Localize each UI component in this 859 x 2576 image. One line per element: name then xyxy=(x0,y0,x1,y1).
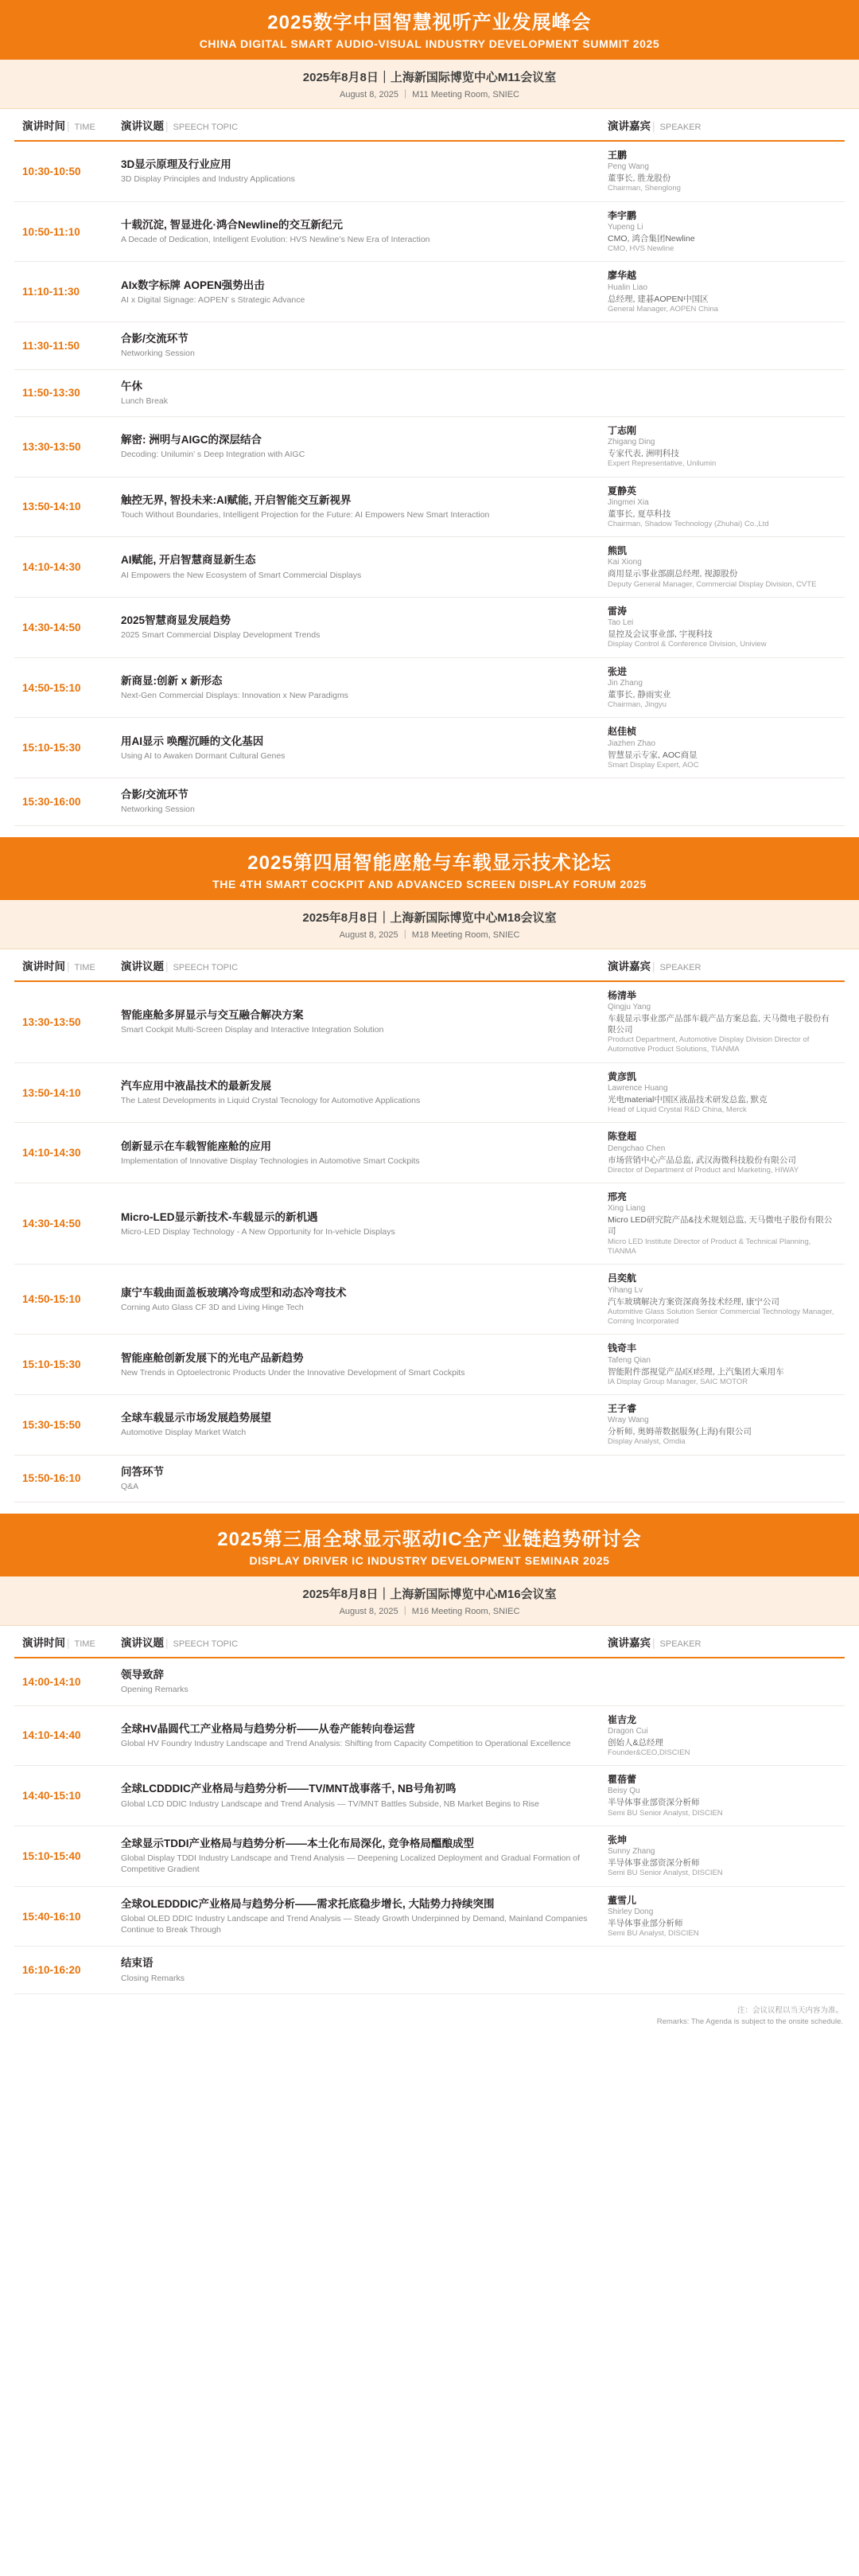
table-row xyxy=(14,1395,845,1456)
speaker-title: CMO, 鸿合集团Newline xyxy=(608,233,695,244)
speaker-title: 总经理, 建碁AOPEN中国区 xyxy=(608,294,709,304)
row-speaker xyxy=(600,1705,845,1766)
col-header-speaker-en: SPEAKER xyxy=(659,123,702,132)
speaker-name: 李宇鹏 xyxy=(608,209,637,221)
topic-en: Networking Session xyxy=(121,805,195,815)
row-speaker xyxy=(600,657,845,718)
row-speaker xyxy=(600,262,845,322)
speaker-name: 丁志刚 xyxy=(608,424,637,436)
speaker-title: 半导体事业部资深分析师 xyxy=(608,1798,700,1808)
speaker-title-en: Semi BU Senior Analyst, DISCIEN xyxy=(608,1808,723,1818)
speaker-name-en: Beisy Qu xyxy=(608,1787,640,1796)
speaker-name-en: Peng Wang xyxy=(608,162,649,172)
table-row xyxy=(14,1335,845,1395)
speaker-name-en: Wray Wang xyxy=(608,1416,649,1425)
speaker-name: 邢亮 xyxy=(608,1191,628,1203)
table-row xyxy=(14,657,845,718)
speaker-title-en: Director of Department of Product and Marketing, HIWAY xyxy=(608,1165,799,1175)
row-speaker xyxy=(600,1826,845,1886)
row-speaker xyxy=(600,1183,845,1265)
agenda-table xyxy=(14,1626,845,1994)
topic-en: Q&A xyxy=(121,1482,139,1492)
speaker-name: 张坤 xyxy=(608,1834,628,1845)
venue-cn: 2025年8月8日｜上海新国际博览中心M11会议室 xyxy=(302,71,557,84)
row-time: 15:10-15:40 xyxy=(14,1826,113,1886)
speaker-title-en: Automitive Glass Solution Senior Commercial Technology Manager, Corning Incorporated xyxy=(608,1307,834,1327)
row-time: 13:50-14:10 xyxy=(14,477,113,537)
row-speaker xyxy=(600,1123,845,1183)
table-row xyxy=(14,1705,845,1766)
col-header-time-en: TIME xyxy=(74,962,95,972)
speaker-name-en: Jiazhen Zhao xyxy=(608,739,656,748)
row-speaker xyxy=(600,537,845,598)
table-row xyxy=(14,1062,845,1123)
col-header-speaker xyxy=(600,949,845,981)
col-header-topic-en: SPEECH TOPIC xyxy=(173,123,239,132)
section-title-en: DISPLAY DRIVER IC INDUSTRY DEVELOPMENT SEMINAR 2025 xyxy=(249,1554,610,1568)
speaker-name: 熊凯 xyxy=(608,545,628,557)
section-banner xyxy=(0,0,859,60)
topic-en: Global Display TDDI Industry Landscape and Trend Analysis — Deepening Localized Deployment and Gradual Formation of Competitive Gradient xyxy=(121,1853,581,1875)
row-speaker xyxy=(600,416,845,477)
topic-cn: 全球显示TDDI产业格局与趋势分析——本土化布局深化, 竞争格局醞酿成型 xyxy=(121,1837,474,1850)
section-venue xyxy=(0,900,859,949)
row-topic xyxy=(113,718,600,778)
row-topic xyxy=(113,1766,600,1826)
table-row xyxy=(14,1123,845,1183)
table-row xyxy=(14,1766,845,1826)
venue-cn: 2025年8月8日｜上海新国际博览中心M16会议室 xyxy=(302,1588,557,1602)
topic-en: Global OLED DDIC Industry Landscape and Trend Analysis — Steady Growth Underpinned by Demand, Mainland Companies Continue to Break Through xyxy=(121,1913,588,1935)
col-header-time-cn: 演讲时间 xyxy=(22,960,65,972)
topic-cn: 全球车载显示市场发展趋势展望 xyxy=(121,1412,271,1424)
row-topic xyxy=(113,778,600,825)
speaker-title-en: Head of Liquid Crystal R&D China, Merck xyxy=(608,1105,747,1115)
row-time: 14:10-14:30 xyxy=(14,537,113,598)
col-header-time-cn: 演讲时间 xyxy=(22,1637,65,1650)
speaker-title-en: Founder&CEO,DISCIEN xyxy=(608,1748,690,1757)
table-row xyxy=(14,1826,845,1886)
col-header-topic-cn: 演讲议题 xyxy=(121,1637,164,1650)
topic-en: Opening Remarks xyxy=(121,1685,189,1695)
topic-en: The Latest Developments in Liquid Crystal Tecnology for Automotive Applications xyxy=(121,1096,421,1106)
speaker-name-en: Yupeng Li xyxy=(608,222,643,232)
row-time: 11:50-13:30 xyxy=(14,369,113,416)
row-topic xyxy=(113,1947,600,1993)
topic-cn: 智能座舱创新发展下的光电产品新趋势 xyxy=(121,1351,304,1364)
col-header-topic-cn: 演讲议题 xyxy=(121,120,164,132)
row-speaker xyxy=(600,1455,845,1502)
speaker-title-en: General Manager, AOPEN China xyxy=(608,304,718,314)
col-header-speaker-cn: 演讲嘉宾 xyxy=(608,960,651,972)
col-header-topic-en: SPEECH TOPIC xyxy=(173,962,239,972)
col-header-time xyxy=(14,1626,113,1658)
topic-en: Closing Remarks xyxy=(121,1973,185,1983)
speaker-title: 董事长, 夏草科技 xyxy=(608,509,671,519)
table-row xyxy=(14,1183,845,1265)
table-row xyxy=(14,201,845,262)
speaker-name: 赵佳桢 xyxy=(608,726,637,738)
topic-en: Smart Cockpit Multi-Screen Display and Interactive Integration Solution xyxy=(121,1025,384,1035)
section-title-en: CHINA DIGITAL SMART AUDIO-VISUAL INDUSTRY DEVELOPMENT SUMMIT 2025 xyxy=(199,37,660,50)
row-topic xyxy=(113,416,600,477)
section-banner xyxy=(0,1517,859,1576)
topic-cn: 全球HV晶圆代工产业格局与趋势分析——从卷产能转向卷运营 xyxy=(121,1722,415,1735)
speaker-title: 车载显示事业部产品部车载产品方案总监, 天马微电子股份有限公司 xyxy=(608,1013,830,1035)
row-time: 10:50-11:10 xyxy=(14,201,113,262)
speaker-title: 显控及会议事业部, 宇视科技 xyxy=(608,629,713,640)
topic-en: 2025 Smart Commercial Display Development Trends xyxy=(121,630,321,641)
topic-en: Corning Auto Glass CF 3D and Living Hinge Tech xyxy=(121,1302,304,1312)
row-speaker xyxy=(600,1265,845,1335)
speaker-title: 智慧显示专家, AOC商显 xyxy=(608,750,698,760)
speaker-title: 汽车玻璃解决方案资深商务技术经理, 康宁公司 xyxy=(608,1296,779,1307)
speaker-title-en: Chairman, Shenglong xyxy=(608,184,681,193)
speaker-title: 光电material中国区液晶技术研发总监, 默克 xyxy=(608,1094,768,1105)
topic-en: 3D Display Principles and Industry Applications xyxy=(121,174,295,185)
agenda-table xyxy=(14,949,845,1503)
row-time: 15:10-15:30 xyxy=(14,718,113,778)
speaker-name-en: Shirley Dong xyxy=(608,1907,654,1916)
row-time: 14:40-15:10 xyxy=(14,1766,113,1826)
row-speaker xyxy=(600,1395,845,1456)
table-row xyxy=(14,477,845,537)
speaker-title-en: Deputy General Manager, Commercial Display Division, CVTE xyxy=(608,579,817,589)
topic-en: Lunch Break xyxy=(121,396,168,406)
row-time: 16:10-16:20 xyxy=(14,1947,113,1993)
col-header-topic-en: SPEECH TOPIC xyxy=(173,1639,239,1650)
speaker-name-en: Kai Xiong xyxy=(608,558,642,567)
topic-cn: 结束语 xyxy=(121,1957,154,1970)
row-time: 14:10-14:30 xyxy=(14,1123,113,1183)
topic-cn: 午休 xyxy=(121,380,142,392)
topic-en: New Trends in Optoelectronic Products Under the Innovative Development of Smart Cockpits xyxy=(121,1367,465,1378)
row-time: 14:00-14:10 xyxy=(14,1658,113,1705)
venue-en: August 8, 2025 ｜ M18 Meeting Room, SNIEC xyxy=(339,929,520,940)
topic-cn: Micro-LED显示新技术-车载显示的新机遇 xyxy=(121,1210,318,1223)
row-time: 15:50-16:10 xyxy=(14,1455,113,1502)
topic-en: Global LCD DDIC Industry Landscape and Trend Analysis — TV/MNT Battles Subside, NB Market Begins to Rise xyxy=(121,1799,540,1809)
speaker-name: 钱奇丰 xyxy=(608,1343,637,1354)
row-speaker xyxy=(600,322,845,369)
topic-cn: 3D显示原理及行业应用 xyxy=(121,158,231,171)
speaker-title-en: Expert Representative, Unilumin xyxy=(608,459,717,469)
speaker-title: 董事长, 胜龙股份 xyxy=(608,173,671,184)
speaker-name-en: Jin Zhang xyxy=(608,678,643,688)
speaker-name: 陈登超 xyxy=(608,1131,637,1143)
row-speaker xyxy=(600,1062,845,1123)
topic-en: Decoding: Unilumin’ s Deep Integration with AIGC xyxy=(121,450,305,460)
row-time: 14:50-15:10 xyxy=(14,657,113,718)
speaker-title-en: Product Department, Automotive Display Division Director of Automotive Product Solutions, TIANMA xyxy=(608,1035,810,1054)
speaker-title-en: IA Display Group Manager, SAIC MOTOR xyxy=(608,1377,748,1386)
row-time: 14:30-14:50 xyxy=(14,598,113,658)
table-row xyxy=(14,141,845,201)
header-divider: | xyxy=(652,960,655,972)
topic-en: A Decade of Dedication, Intelligent Evolution: HVS Newline’s New Era of Interaction xyxy=(121,235,430,245)
topic-cn: 新商显:创新 x 新形态 xyxy=(121,674,223,687)
speaker-title: 创始人&总经理 xyxy=(608,1737,664,1748)
speaker-name-en: Zhigang Ding xyxy=(608,438,655,447)
row-speaker xyxy=(600,598,845,658)
table-row xyxy=(14,718,845,778)
topic-cn: 康宁车载曲面盖板玻璃冷弯成型和动态冷弯技术 xyxy=(121,1286,347,1299)
topic-en: Automotive Display Market Watch xyxy=(121,1428,247,1438)
speaker-name: 吕奕航 xyxy=(608,1272,637,1284)
topic-cn: 合影/交流环节 xyxy=(121,789,189,801)
header-divider: | xyxy=(165,960,169,972)
speaker-title: 智能附件部视觉产品I区I经理, 上汽集团大乘用车 xyxy=(608,1366,784,1377)
table-row xyxy=(14,1886,845,1947)
speaker-name: 杨清举 xyxy=(608,989,637,1001)
row-topic xyxy=(113,657,600,718)
row-time: 13:30-13:50 xyxy=(14,416,113,477)
topic-cn: 汽车应用中液晶技术的最新发展 xyxy=(121,1079,271,1092)
row-topic xyxy=(113,1705,600,1766)
table-row xyxy=(14,1265,845,1335)
row-speaker xyxy=(600,1766,845,1826)
speaker-title-en: CMO, HVS Newline xyxy=(608,244,674,254)
row-topic xyxy=(113,981,600,1063)
col-header-time xyxy=(14,949,113,981)
speaker-name: 崔吉龙 xyxy=(608,1713,637,1725)
table-row xyxy=(14,369,845,416)
topic-cn: 智能座舱多屏显示与交互融合解决方案 xyxy=(121,1008,304,1021)
row-speaker xyxy=(600,369,845,416)
row-time: 11:10-11:30 xyxy=(14,262,113,322)
speaker-name: 黄彦凯 xyxy=(608,1070,637,1082)
col-header-time-en: TIME xyxy=(74,123,95,132)
row-speaker xyxy=(600,981,845,1063)
speaker-title: 半导体事业部分析师 xyxy=(608,1918,683,1928)
footnote-en: Remarks: The Agenda is subject to the onsite schedule. xyxy=(656,2017,843,2027)
header-divider: | xyxy=(67,1637,70,1650)
speaker-title-en: Micro LED Institute Director of Product & Technical Planning, TIANMA xyxy=(608,1237,811,1256)
col-header-time-en: TIME xyxy=(74,1639,95,1650)
col-header-time-cn: 演讲时间 xyxy=(22,120,65,132)
topic-cn: 触控无界, 智投未来:AI赋能, 开启智能交互新视界 xyxy=(121,493,352,506)
row-time: 14:10-14:40 xyxy=(14,1705,113,1766)
row-topic xyxy=(113,1265,600,1335)
row-speaker xyxy=(600,477,845,537)
table-row xyxy=(14,262,845,322)
table-row xyxy=(14,322,845,369)
speaker-name-en: Hualin Liao xyxy=(608,283,648,292)
agenda-table xyxy=(14,109,845,826)
section-title-cn: 2025数字中国智慧视听产业发展峰会 xyxy=(267,12,592,33)
header-divider: | xyxy=(165,1637,169,1650)
topic-cn: AIx数字标牌 AOPEN强势出击 xyxy=(121,279,265,291)
row-topic xyxy=(113,1886,600,1947)
topic-cn: 用AI显示 唤醒沉睡的文化基因 xyxy=(121,735,264,747)
row-topic xyxy=(113,1658,600,1705)
speaker-name-en: Lawrence Huang xyxy=(608,1083,668,1093)
row-topic xyxy=(113,1183,600,1265)
col-header-speaker-cn: 演讲嘉宾 xyxy=(608,120,651,132)
speaker-title-en: Chairman, Shadow Technology (Zhuhai) Co.,Ltd xyxy=(608,519,769,528)
speaker-name: 董雪儿 xyxy=(608,1894,637,1906)
topic-cn: 解密: 洲明与AIGC的深层结合 xyxy=(121,434,262,446)
speaker-title-en: Display Analyst, Omdia xyxy=(608,1437,686,1447)
col-header-topic xyxy=(113,1626,600,1658)
col-header-speaker xyxy=(600,1626,845,1658)
topic-cn: 全球OLEDDDIC产业格局与趋势分析——需求托底稳步增长, 大陆势力持续突围 xyxy=(121,1897,495,1910)
row-topic xyxy=(113,1826,600,1886)
row-topic xyxy=(113,1335,600,1395)
venue-en: August 8, 2025 ｜ M16 Meeting Room, SNIEC xyxy=(339,1607,520,1617)
speaker-name: 廖华越 xyxy=(608,270,637,282)
speaker-name: 雷涛 xyxy=(608,606,628,617)
topic-cn: 问答环节 xyxy=(121,1465,164,1478)
row-time: 15:10-15:30 xyxy=(14,1335,113,1395)
table-row xyxy=(14,1947,845,1993)
header-divider: | xyxy=(67,960,70,972)
table-row xyxy=(14,416,845,477)
topic-en: Touch Without Boundaries, Intelligent Projection for the Future: AI Empowers New Smart Interaction xyxy=(121,509,490,520)
topic-cn: 创新显示在车载智能座舱的应用 xyxy=(121,1140,271,1152)
row-topic xyxy=(113,1062,600,1123)
topic-cn: 2025智慧商显发展趋势 xyxy=(121,614,231,627)
topic-cn: 合影/交流环节 xyxy=(121,333,189,345)
table-row xyxy=(14,537,845,598)
speaker-title: Micro LED研究院产品&技术规划总监, 天马微电子股份有限公司 xyxy=(608,1215,833,1237)
topic-cn: 全球LCDDDIC产业格局与趋势分析——TV/MNT战事落千, NB号角初鸣 xyxy=(121,1783,457,1795)
section-title-cn: 2025第三届全球显示驱动IC全产业链趋势研讨会 xyxy=(217,1529,642,1551)
table-row xyxy=(14,1455,845,1502)
topic-cn: 十载沉淀, 智显进化·鸿合Newline的交互新纪元 xyxy=(121,218,344,231)
footnote xyxy=(0,1994,859,2033)
speaker-name: 王鹏 xyxy=(608,150,628,161)
col-header-speaker-cn: 演讲嘉宾 xyxy=(608,1637,651,1650)
row-topic xyxy=(113,201,600,262)
row-speaker xyxy=(600,718,845,778)
speaker-title-en: Semi BU Analyst, DISCIEN xyxy=(608,1929,699,1939)
speaker-name: 王子睿 xyxy=(608,1403,637,1415)
topic-en: Micro-LED Display Technology - A New Opportunity for In-vehicle Displays xyxy=(121,1226,395,1237)
footnote-cn: 注：会议议程以当天内容为准。 xyxy=(737,2005,843,2015)
row-time: 14:50-15:10 xyxy=(14,1265,113,1335)
row-topic xyxy=(113,537,600,598)
topic-cn: 领导致辞 xyxy=(121,1669,164,1682)
speaker-name: 夏静英 xyxy=(608,485,637,497)
speaker-title: 半导体事业部资深分析师 xyxy=(608,1858,700,1869)
speaker-title: 专家代表, 洲明科技 xyxy=(608,449,679,459)
row-time: 14:30-14:50 xyxy=(14,1183,113,1265)
topic-en: Using AI to Awaken Dormant Cultural Genes xyxy=(121,750,286,761)
row-topic xyxy=(113,477,600,537)
speaker-title: 董事长, 静雨实业 xyxy=(608,689,671,700)
row-speaker xyxy=(600,1886,845,1947)
row-time: 13:50-14:10 xyxy=(14,1062,113,1123)
row-time: 10:30-10:50 xyxy=(14,141,113,201)
venue-cn: 2025年8月8日｜上海新国际博览中心M18会议室 xyxy=(302,910,557,925)
row-topic xyxy=(113,141,600,201)
header-divider: | xyxy=(67,120,70,132)
row-speaker xyxy=(600,778,845,825)
section-venue xyxy=(0,60,859,109)
section-title-cn: 2025第四届智能座舱与车载显示技术论坛 xyxy=(247,852,612,874)
topic-en: Networking Session xyxy=(121,349,195,359)
header-divider: | xyxy=(165,120,169,132)
row-topic xyxy=(113,262,600,322)
topic-en: AI Empowers the New Ecosystem of Smart Commercial Displays xyxy=(121,570,362,580)
speaker-name-en: Tafeng Qian xyxy=(608,1355,651,1365)
speaker-title-en: Chairman, Jingyu xyxy=(608,700,667,710)
topic-cn: AI赋能, 开启智慧商显新生态 xyxy=(121,554,256,567)
row-time: 15:40-16:10 xyxy=(14,1886,113,1947)
header-divider: | xyxy=(652,1637,655,1650)
row-speaker xyxy=(600,1947,845,1993)
section-banner xyxy=(0,840,859,900)
row-time: 11:30-11:50 xyxy=(14,322,113,369)
row-topic xyxy=(113,598,600,658)
topic-en: Next-Gen Commercial Displays: Innovation x New Paradigms xyxy=(121,691,348,701)
speaker-title-en: Semi BU Senior Analyst, DISCIEN xyxy=(608,1869,723,1878)
speaker-title-en: Smart Display Expert, AOC xyxy=(608,760,699,770)
row-speaker xyxy=(600,1335,845,1395)
row-time: 15:30-16:00 xyxy=(14,778,113,825)
speaker-title: 市场营销中心产品总监, 武汉海微科技股份有限公司 xyxy=(608,1155,796,1165)
row-speaker xyxy=(600,141,845,201)
table-row xyxy=(14,778,845,825)
topic-en: AI x Digital Signage: AOPEN’ s Strategic Advance xyxy=(121,294,305,305)
section-venue xyxy=(0,1576,859,1626)
row-topic xyxy=(113,322,600,369)
row-topic xyxy=(113,1395,600,1456)
speaker-name-en: Yihang Lv xyxy=(608,1285,643,1295)
speaker-title: 分析师, 奥姆蒂数据服务(上海)有限公司 xyxy=(608,1427,752,1437)
speaker-name-en: Xing Liang xyxy=(608,1204,646,1214)
row-speaker xyxy=(600,201,845,262)
speaker-name-en: Dengchao Chen xyxy=(608,1144,666,1153)
row-topic xyxy=(113,1123,600,1183)
col-header-speaker xyxy=(600,109,845,141)
col-header-topic xyxy=(113,949,600,981)
table-row xyxy=(14,598,845,658)
col-header-topic-cn: 演讲议题 xyxy=(121,960,164,972)
row-topic xyxy=(113,1455,600,1502)
speaker-name-en: Dragon Cui xyxy=(608,1726,648,1736)
speaker-name-en: Qingju Yang xyxy=(608,1002,651,1011)
header-divider: | xyxy=(652,120,655,132)
col-header-topic xyxy=(113,109,600,141)
row-time: 13:30-13:50 xyxy=(14,981,113,1063)
topic-en: Implementation of Innovative Display Technologies in Automotive Smart Cockpits xyxy=(121,1155,420,1166)
table-row xyxy=(14,1658,845,1705)
venue-en: August 8, 2025 ｜ M11 Meeting Room, SNIEC xyxy=(339,90,519,99)
speaker-name: 瞿蓓蕾 xyxy=(608,1774,637,1786)
col-header-speaker-en: SPEAKER xyxy=(659,1639,702,1650)
col-header-speaker-en: SPEAKER xyxy=(659,962,702,972)
speaker-name: 张进 xyxy=(608,665,628,677)
row-speaker xyxy=(600,1658,845,1705)
speaker-name-en: Jingmei Xia xyxy=(608,497,649,507)
section-title-en: THE 4TH SMART COCKPIT AND ADVANCED SCREEN DISPLAY FORUM 2025 xyxy=(212,877,647,890)
speaker-title: 商用显示事业部副总经理, 视源股份 xyxy=(608,569,738,579)
table-row xyxy=(14,981,845,1063)
col-header-time xyxy=(14,109,113,141)
row-topic xyxy=(113,369,600,416)
speaker-name-en: Sunny Zhang xyxy=(608,1847,655,1857)
topic-en: Global HV Foundry Industry Landscape and Trend Analysis: Shifting from Capacity Competition to Operational Excellence xyxy=(121,1738,571,1748)
speaker-title-en: Display Control & Conference Division, Uniview xyxy=(608,640,767,649)
speaker-name-en: Tao Lei xyxy=(608,618,634,628)
row-time: 15:30-15:50 xyxy=(14,1395,113,1456)
